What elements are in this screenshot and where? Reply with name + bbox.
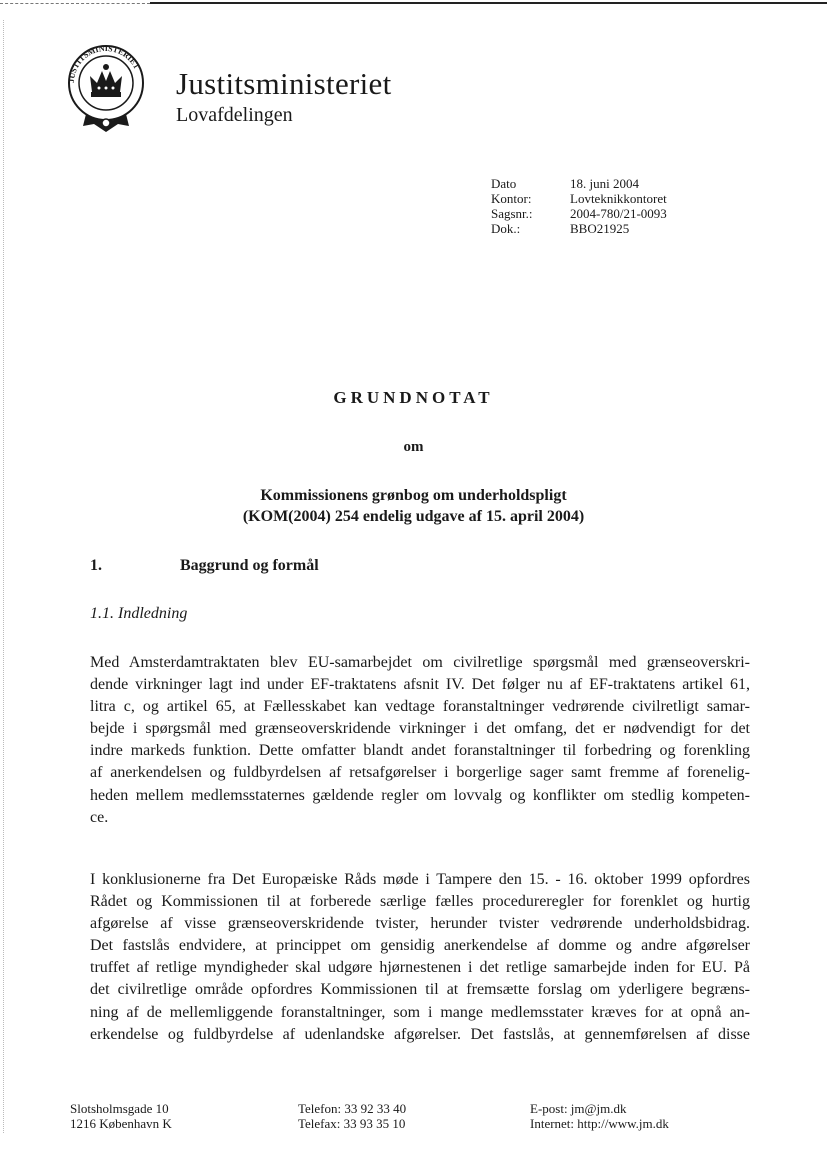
paragraph-line: af anerkendelsen og fuldbyrdelsen af retsafgørelser i borgerlige sager samt fremme af forenelig- <box>90 764 750 782</box>
footer-city: 1216 København K <box>70 1116 172 1131</box>
footer-website: Internet: http://www.jm.dk <box>530 1116 669 1131</box>
meta-label: Dok.: <box>491 221 521 236</box>
top-dashed-edge <box>0 3 150 4</box>
department-name: Lovafdelingen <box>176 104 293 126</box>
paragraph-line: litra c, og artikel 65, at Fællesskabet kan vedtage foranstaltninger vedrørende civilretligt samar- <box>90 698 750 716</box>
subsection-heading: 1.1. Indledning <box>90 605 188 622</box>
footer-email: E-post: jm@jm.dk <box>530 1101 627 1116</box>
meta-label: Sagsnr.: <box>491 206 533 221</box>
meta-value: 18. juni 2004 <box>570 176 639 191</box>
paragraph-line: heden mellem medlemsstaternes gældende regler om lovvalg og konflikter om stedlig kompeten- <box>90 786 750 804</box>
paragraph-line: Det fastslås endvidere, at princippet om gensidig anerkendelse af domme og andre afgørelser <box>90 937 750 955</box>
meta-value: BBO21925 <box>570 221 630 236</box>
meta-row-case-number <box>491 206 667 221</box>
footer-fax: Telefax: 33 93 35 10 <box>298 1116 406 1131</box>
paragraph-line: erkendelse og fuldbyrdelse af udenlandske afgørelser. Det fastslås, at gennemførelsen af disse <box>90 1025 750 1043</box>
section-title: Baggrund og formål <box>180 557 319 574</box>
top-scan-rule <box>0 0 827 6</box>
section-number: 1. <box>90 557 102 574</box>
paragraph-line: dende virkninger lagt ind under EF-traktatens afsnit IV. Det følger nu af EF-traktatens artikel 61, <box>90 676 750 694</box>
subject-line: Kommissionens grønbog om underholdspligt <box>260 487 567 504</box>
document-subject <box>0 485 827 527</box>
meta-row-date <box>491 176 667 191</box>
left-scan-edge <box>3 20 4 1133</box>
meta-label: Kontor: <box>491 191 532 206</box>
document-metadata <box>491 176 667 236</box>
footer-street: Slotsholmsgade 10 <box>70 1101 169 1116</box>
body-paragraph <box>90 652 750 829</box>
paragraph-line: ce. <box>90 808 109 826</box>
ministry-name: Justitsministeriet <box>176 66 392 101</box>
paragraph-line: bejde i spørgsmål med grænseoverskridende virkninger i det omfang, det er nødvendigt for det <box>90 720 750 738</box>
ministry-seal-logo <box>66 44 148 136</box>
section-heading <box>90 557 319 575</box>
paragraph-line: Rådet og Kommissionen til at forberede særlige fælles procedureregler for forenklet og hurtig <box>90 893 750 911</box>
ministry-heading <box>176 66 392 127</box>
meta-value: Lovteknikkontoret <box>570 191 667 206</box>
paragraph-line: ning af de mellemliggende foranstaltninger, som i mange medlemsstater kræves for at opnå an- <box>90 1003 750 1021</box>
document-title-om: om <box>403 439 424 455</box>
paragraph-line: truffet af retlige myndigheder skal udgøre hjørnestenen i det retlige samarbejde inden for EU. På <box>90 959 750 977</box>
body-paragraph <box>90 869 750 1046</box>
meta-row-document-id <box>491 221 667 236</box>
meta-label: Dato <box>491 176 517 191</box>
paragraph-line: Med Amsterdamtraktaten blev EU-samarbejdet om civilretlige spørgsmål med grænseoverskri- <box>90 654 750 671</box>
meta-row-office <box>491 191 667 206</box>
footer-phone: Telefon: 33 92 33 40 <box>298 1101 407 1116</box>
subject-line: (KOM(2004) 254 endelig udgave af 15. april 2004) <box>242 508 585 525</box>
seal-lettering: JUSTITSMINISTERIET <box>66 44 142 84</box>
paragraph-line: indre markeds funktion. Dette omfatter blandt andet foranstaltninger til forbedring og forenkling <box>90 742 750 760</box>
document-type-title: GRUNDNOTAT <box>333 388 494 407</box>
footer-phone-block <box>298 1101 406 1131</box>
footer-contact-block <box>530 1101 669 1131</box>
paragraph-line: det civilretlige område opfordres Kommissionen til at fremsætte forslag om yderligere begræns- <box>90 981 750 999</box>
footer-address <box>70 1101 172 1131</box>
paragraph-line: afgørelse af visse grænseoverskridende tvister, herunder tvister vedrørende underholdsbidrag. <box>90 915 750 933</box>
top-solid-line <box>150 2 827 4</box>
paragraph-line: I konklusionerne fra Det Europæiske Råds møde i Tampere den 15. - 16. oktober 1999 opfordres <box>90 871 750 888</box>
meta-value: 2004-780/21-0093 <box>570 206 667 221</box>
